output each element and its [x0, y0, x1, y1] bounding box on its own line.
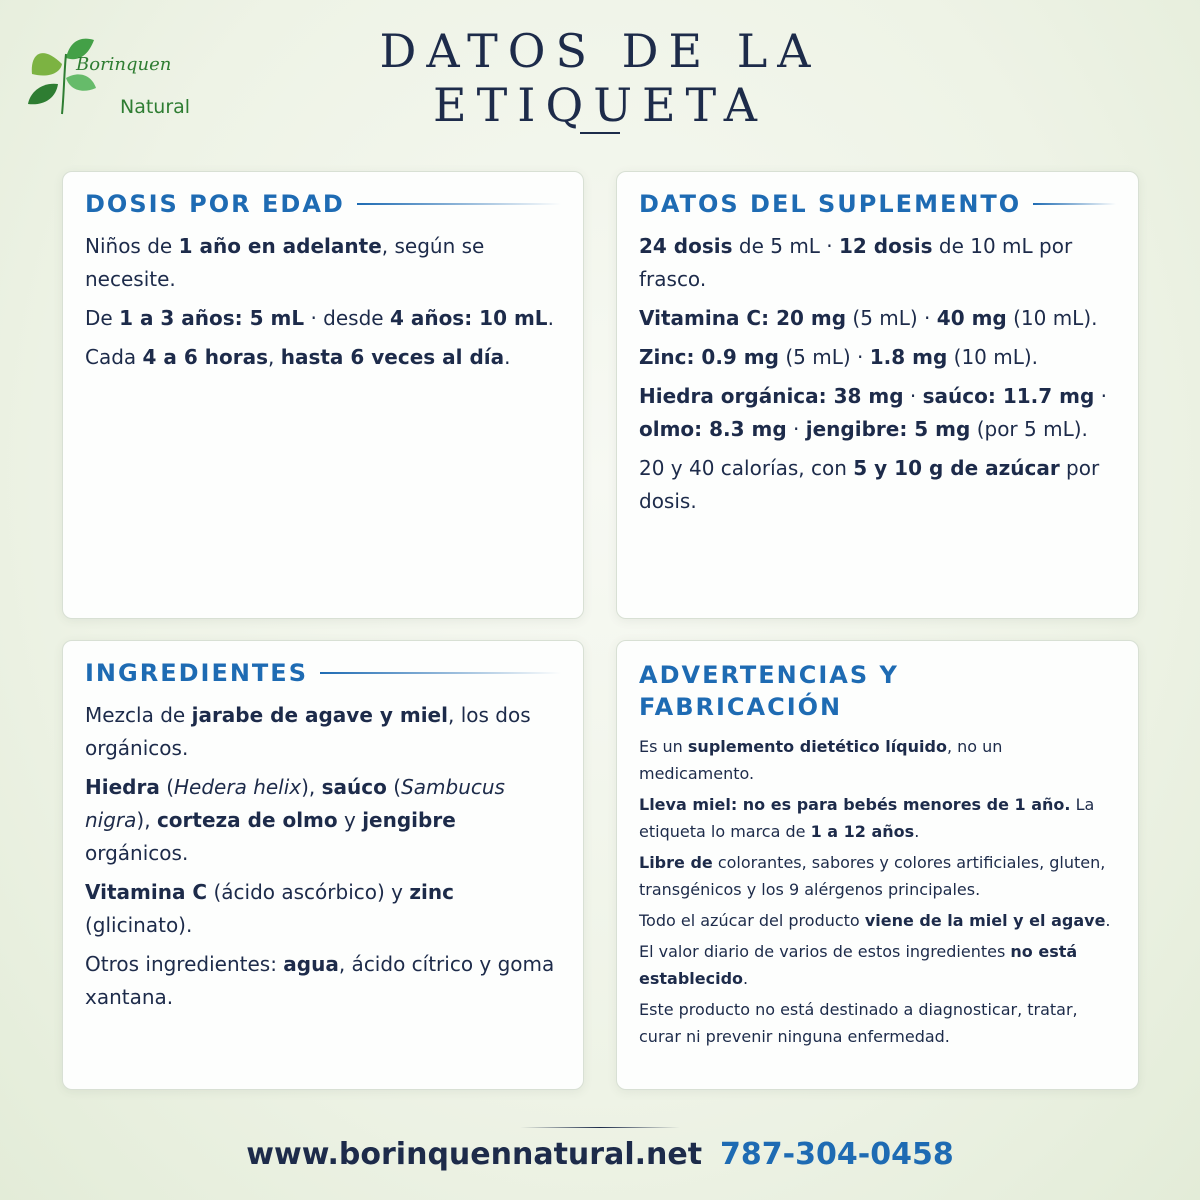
footer	[0, 1137, 1200, 1172]
suplemento-text-1: 24 dosis de 5 mL · 12 dosis de 10 mL por frasco.	[639, 234, 1073, 291]
phone-number[interactable]: 787-304-0458	[720, 1137, 954, 1172]
ingredientes-text-1: Mezcla de jarabe de agave y miel, los dos orgánicos.	[85, 703, 531, 760]
dosis-heading-text: DOSIS POR EDAD	[85, 190, 345, 218]
suplemento-text-5: 20 y 40 calorías, con 5 y 10 g de azúcar por dosis.	[639, 456, 1100, 513]
footer-divider	[520, 1127, 680, 1128]
dosis-text-1: Niños de 1 año en adelante, según se necesite.	[85, 234, 485, 291]
suplemento-heading	[639, 190, 1116, 218]
advertencias-text-1: Es un suplemento dietético líquido, no un medicamento.	[639, 737, 1003, 783]
ingredientes-text-4: Otros ingredientes: agua, ácido cítrico y goma xantana.	[85, 952, 555, 1009]
advertencias-heading-line2: FABRICACIÓN	[639, 693, 843, 721]
suplemento-heading-text: DATOS DEL SUPLEMENTO	[639, 190, 1022, 218]
suplemento-card	[616, 171, 1139, 619]
brand-name-line1: Borinquen	[76, 54, 172, 75]
dosis-card	[62, 171, 584, 619]
dosis-text-2: De 1 a 3 años: 5 mL · desde 4 años: 10 mL.	[85, 306, 554, 330]
ingredientes-heading-text: INGREDIENTES	[85, 659, 308, 687]
ingredientes-card	[62, 640, 584, 1090]
advertencias-text-4: Todo el azúcar del producto viene de la miel y el agave.	[639, 911, 1111, 930]
advertencias-card	[616, 640, 1139, 1090]
page-title-line1: DATOS DE LA	[379, 24, 821, 78]
advertencias-text-3: Libre de colorantes, sabores y colores artificiales, gluten, transgénicos y los 9 alérgenos principales.	[639, 853, 1106, 899]
heading-rule	[320, 672, 561, 674]
title-divider	[580, 132, 620, 134]
advertencias-heading-line1: ADVERTENCIAS Y	[639, 661, 899, 689]
dosis-heading	[85, 190, 561, 218]
advertencias-text-2: Lleva miel: no es para bebés menores de 1 año. La etiqueta lo marca de 1 a 12 años.	[639, 795, 1095, 841]
brand-name-line2: Natural	[120, 96, 191, 118]
ingredientes-heading	[85, 659, 561, 687]
ingredientes-text-2: Hiedra (Hedera helix), saúco (Sambucus nigra), corteza de olmo y jengibre orgánicos.	[85, 775, 505, 865]
dosis-text-3: Cada 4 a 6 horas, hasta 6 veces al día.	[85, 345, 511, 369]
heading-rule	[1033, 203, 1116, 205]
page-title-line2: ETIQUETA	[433, 78, 767, 132]
suplemento-text-4: Hiedra orgánica: 38 mg · saúco: 11.7 mg · olmo: 8.3 mg · jengibre: 5 mg (por 5 mL).	[639, 384, 1108, 441]
suplemento-text-3: Zinc: 0.9 mg (5 mL) · 1.8 mg (10 mL).	[639, 345, 1039, 369]
website-link[interactable]: www.borinquennatural.net	[246, 1137, 703, 1172]
advertencias-text-5: El valor diario de varios de estos ingredientes no está establecido.	[639, 942, 1078, 988]
suplemento-text-2: Vitamina C: 20 mg (5 mL) · 40 mg (10 mL).	[639, 306, 1098, 330]
advertencias-heading	[639, 659, 1116, 723]
heading-rule	[357, 203, 561, 205]
page-title	[0, 24, 1200, 132]
advertencias-text-6: Este producto no está destinado a diagnosticar, tratar, curar ni prevenir ninguna enfermedad.	[639, 1000, 1078, 1046]
ingredientes-text-3: Vitamina C (ácido ascórbico) y zinc (glicinato).	[85, 880, 454, 937]
